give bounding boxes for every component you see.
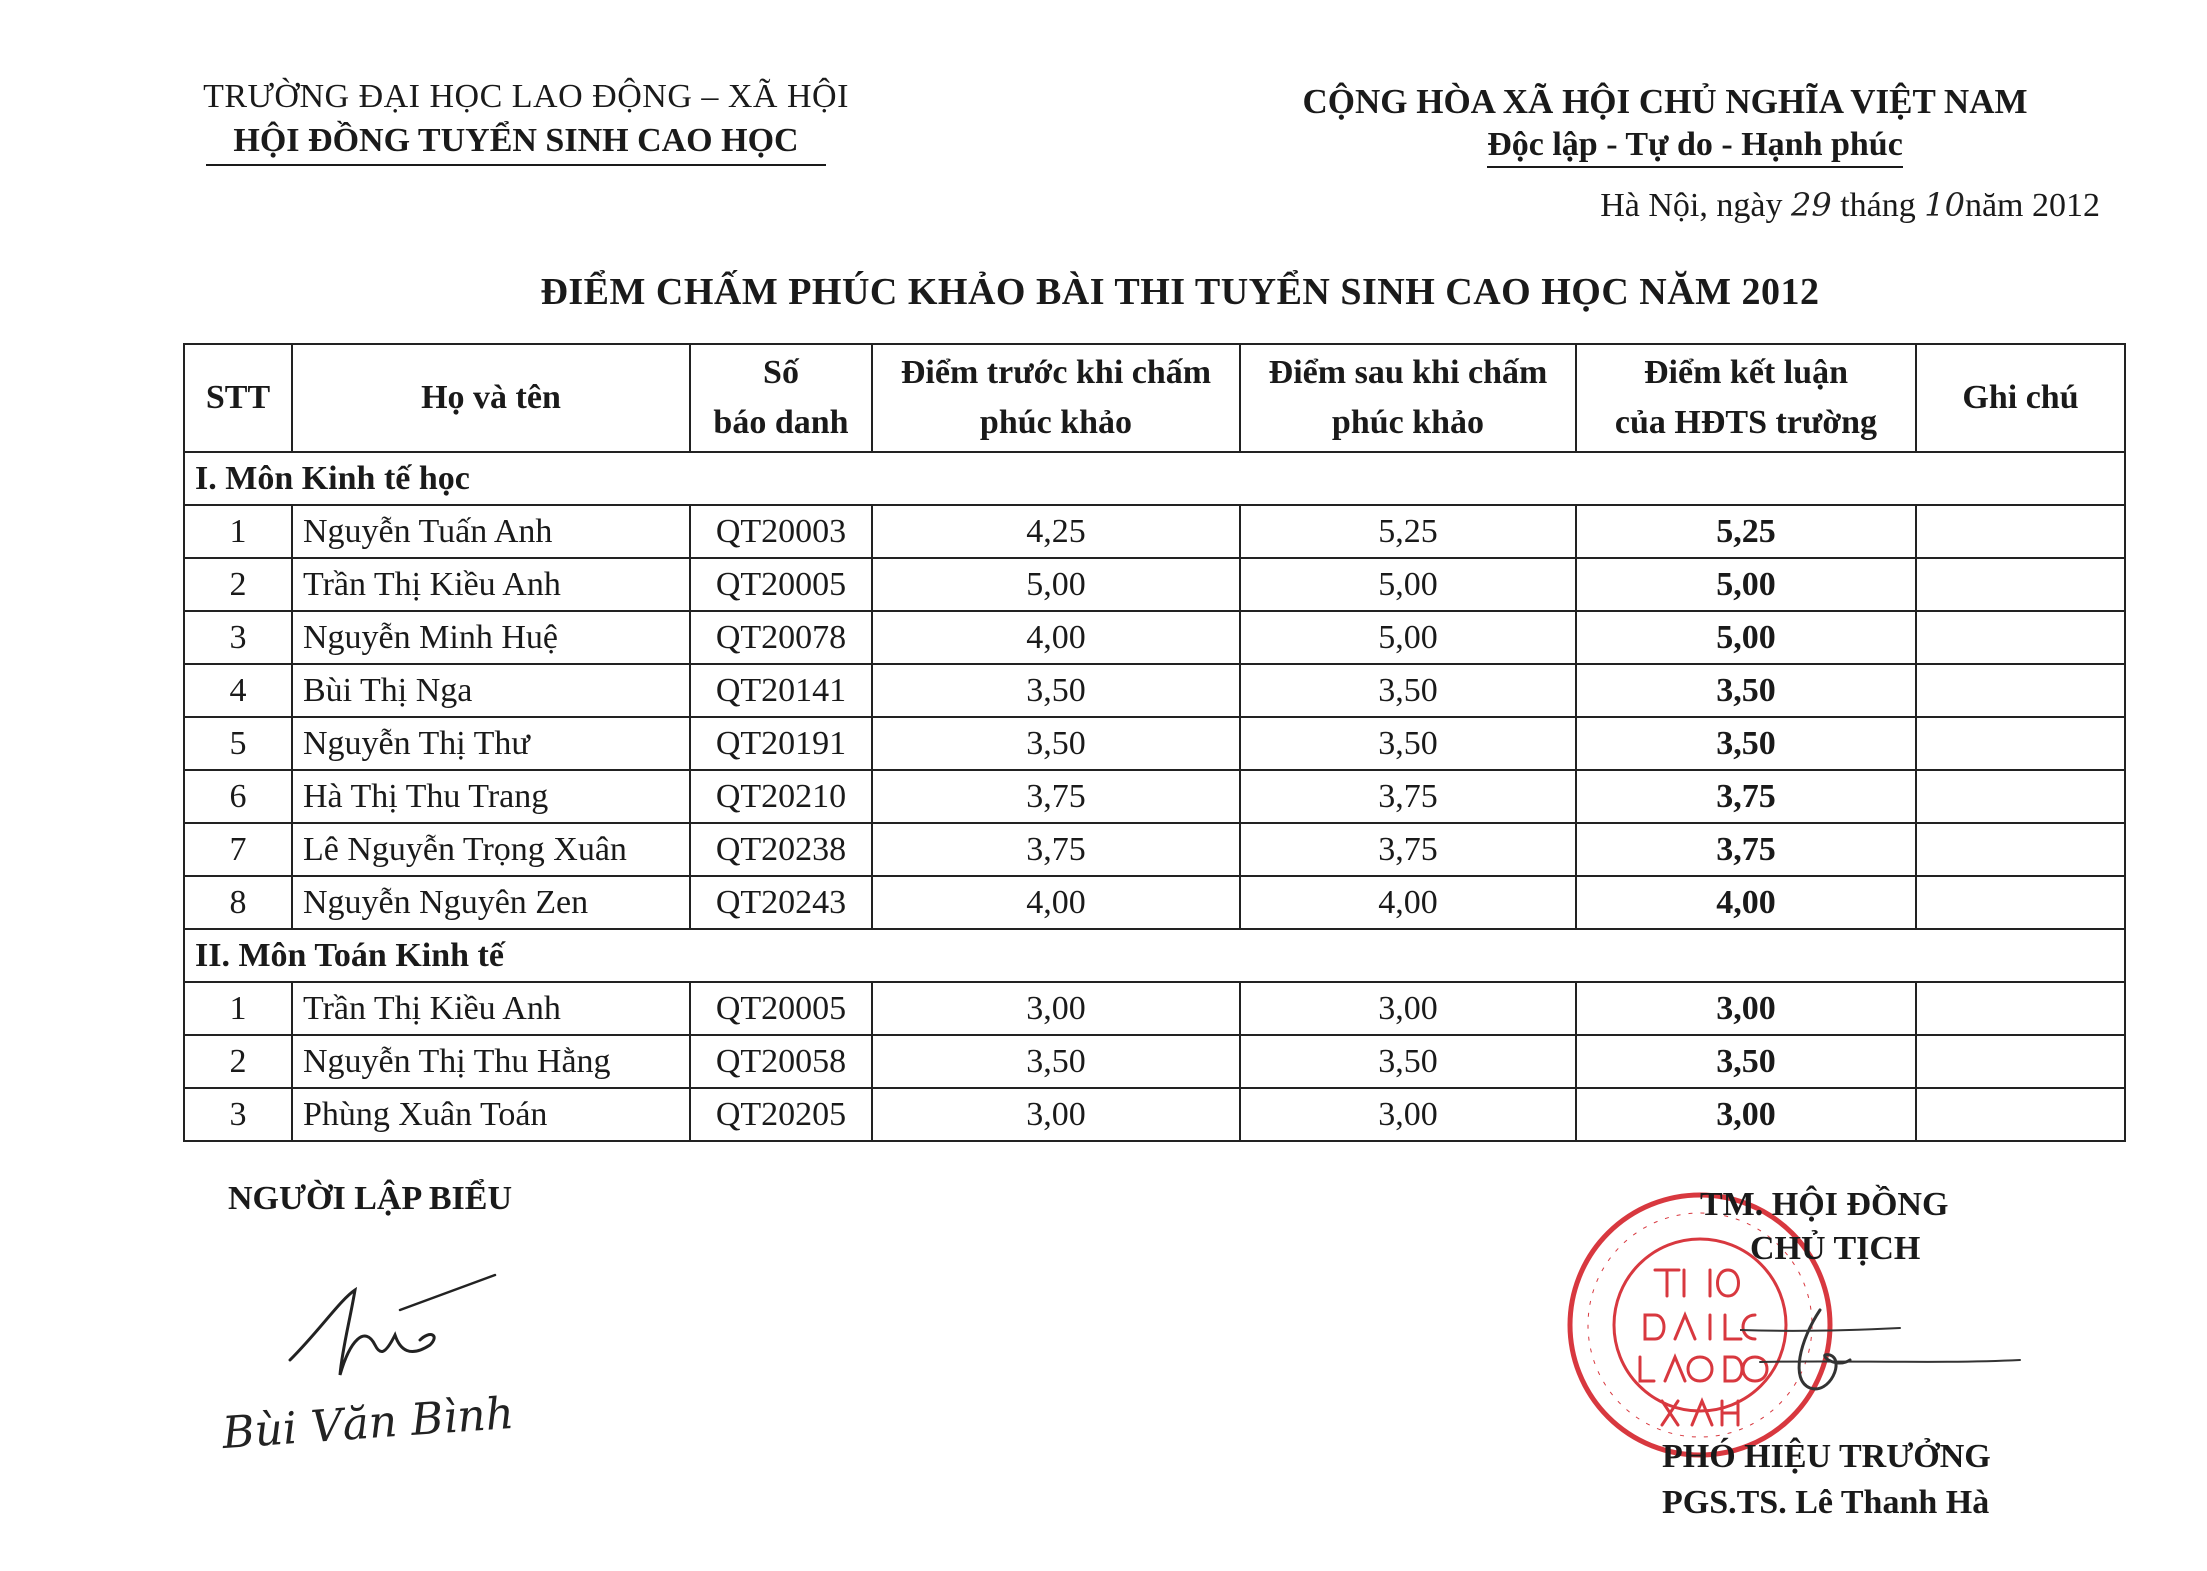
vice-rector-title: PHÓ HIỆU TRƯỞNG: [1662, 1438, 1991, 1475]
header-note: Ghi chú: [1916, 344, 2125, 452]
cell-score-before: 4,00: [872, 876, 1240, 929]
cell-id: QT20238: [690, 823, 872, 876]
national-motto-text: Độc lập - Tự do - Hạnh phúc: [1487, 126, 1903, 168]
cell-stt: 3: [184, 1088, 292, 1141]
cell-score-before: 4,00: [872, 611, 1240, 664]
table-row: [184, 770, 2125, 823]
header-before: [872, 344, 1240, 452]
cell-note: [1916, 770, 2125, 823]
cell-score-before: 4,25: [872, 505, 1240, 558]
chair-signature: [1740, 1300, 2040, 1420]
chair-label: CHỦ TỊCH: [1750, 1230, 1921, 1267]
section-title: I. Môn Kinh tế học: [184, 452, 2125, 505]
section-row: [184, 452, 2125, 505]
cell-score-before: 3,50: [872, 1035, 1240, 1088]
header-after: [1240, 344, 1576, 452]
document-title: ĐIỂM CHẤM PHÚC KHẢO BÀI THI TUYỂN SINH CAO HỌC NĂM 2012: [540, 271, 1820, 313]
cell-note: [1916, 1088, 2125, 1141]
table-row: [184, 876, 2125, 929]
cell-stt: 3: [184, 611, 292, 664]
date-prefix: Hà Nội, ngày: [1600, 187, 1791, 224]
cell-id: QT20005: [690, 982, 872, 1035]
cell-id: QT20078: [690, 611, 872, 664]
header-before-line1: Điểm trước khi chấm: [900, 354, 1212, 391]
cell-score-before: 3,50: [872, 717, 1240, 770]
cell-score-after: 3,50: [1240, 717, 1576, 770]
cell-name: Bùi Thị Nga: [292, 664, 690, 717]
cell-note: [1916, 664, 2125, 717]
date-year: năm 2012: [1964, 187, 2100, 224]
preparer-name: Bùi Văn Bình: [220, 1387, 516, 1460]
cell-stt: 1: [184, 982, 292, 1035]
cell-note: [1916, 823, 2125, 876]
university-name: TRƯỜNG ĐẠI HỌC LAO ĐỘNG – XÃ HỘI: [203, 78, 849, 115]
section-row: [184, 929, 2125, 982]
cell-score-before: 3,00: [872, 982, 1240, 1035]
cell-score-final: 3,75: [1576, 823, 1916, 876]
cell-stt: 4: [184, 664, 292, 717]
cell-note: [1916, 611, 2125, 664]
cell-score-before: 3,75: [872, 823, 1240, 876]
cell-name: Hà Thị Thu Trang: [292, 770, 690, 823]
national-motto: [1470, 126, 1920, 164]
results-table: [183, 343, 2126, 1142]
cell-stt: 2: [184, 558, 292, 611]
header-name: Họ và tên: [292, 344, 690, 452]
cell-score-after: 3,50: [1240, 664, 1576, 717]
board-label: TM. HỘI ĐỒNG: [1700, 1186, 1949, 1223]
cell-score-after: 3,50: [1240, 1035, 1576, 1088]
cell-name: Nguyễn Minh Huệ: [292, 611, 690, 664]
cell-stt: 6: [184, 770, 292, 823]
cell-note: [1916, 505, 2125, 558]
header-final-line2: của HĐTS trường: [1614, 404, 1878, 441]
cell-score-final: 3,00: [1576, 982, 1916, 1035]
header-final-line1: Điểm kết luận: [1644, 354, 1848, 391]
cell-score-after: 3,75: [1240, 823, 1576, 876]
cell-name: Phùng Xuân Toán: [292, 1088, 690, 1141]
preparer-signature: [280, 1250, 520, 1390]
cell-id: QT20003: [690, 505, 872, 558]
cell-score-final: 3,50: [1576, 664, 1916, 717]
cell-stt: 7: [184, 823, 292, 876]
header-id-line1: Số: [763, 354, 799, 391]
header-final: [1576, 344, 1916, 452]
cell-score-after: 5,00: [1240, 611, 1576, 664]
table-row: [184, 664, 2125, 717]
table-row: [184, 823, 2125, 876]
cell-stt: 1: [184, 505, 292, 558]
cell-id: QT20141: [690, 664, 872, 717]
cell-score-final: 3,50: [1576, 1035, 1916, 1088]
cell-score-final: 3,00: [1576, 1088, 1916, 1141]
table-row: [184, 1035, 2125, 1088]
cell-score-final: 3,50: [1576, 717, 1916, 770]
cell-name: Nguyễn Nguyên Zen: [292, 876, 690, 929]
header-after-line1: Điểm sau khi chấm: [1268, 354, 1548, 391]
cell-id: QT20191: [690, 717, 872, 770]
cell-score-final: 5,00: [1576, 558, 1916, 611]
cell-score-after: 3,75: [1240, 770, 1576, 823]
cell-id: QT20243: [690, 876, 872, 929]
cell-score-after: 4,00: [1240, 876, 1576, 929]
cell-stt: 2: [184, 1035, 292, 1088]
table-body: [184, 452, 2125, 1141]
cell-score-after: 3,00: [1240, 982, 1576, 1035]
cell-score-before: 3,00: [872, 1088, 1240, 1141]
cell-score-after: 5,25: [1240, 505, 1576, 558]
cell-id: QT20210: [690, 770, 872, 823]
table-row: [184, 717, 2125, 770]
header-after-line2: phúc khảo: [1331, 404, 1485, 441]
cell-score-final: 5,00: [1576, 611, 1916, 664]
table-row: [184, 1088, 2125, 1141]
vice-rector-name: PGS.TS. Lê Thanh Hà: [1662, 1484, 1990, 1521]
cell-score-before: 5,00: [872, 558, 1240, 611]
national-title: CỘNG HÒA XÃ HỘI CHỦ NGHĨA VIỆT NAM: [1302, 82, 2028, 121]
cell-id: QT20058: [690, 1035, 872, 1088]
table-header-row: [184, 344, 2125, 452]
table-row: [184, 505, 2125, 558]
cell-note: [1916, 717, 2125, 770]
table-row: [184, 558, 2125, 611]
cell-stt: 8: [184, 876, 292, 929]
header-before-line2: phúc khảo: [979, 404, 1133, 441]
header-id: [690, 344, 872, 452]
cell-name: Nguyễn Tuấn Anh: [292, 505, 690, 558]
section-title: II. Môn Toán Kinh tế: [184, 929, 2125, 982]
cell-score-final: 4,00: [1576, 876, 1916, 929]
cell-note: [1916, 558, 2125, 611]
cell-note: [1916, 982, 2125, 1035]
cell-score-before: 3,75: [872, 770, 1240, 823]
council-name: HỘI ĐỒNG TUYỂN SINH CAO HỌC: [206, 122, 826, 166]
cell-name: Trần Thị Kiều Anh: [292, 558, 690, 611]
date-month-label: tháng: [1831, 187, 1925, 224]
preparer-label: NGƯỜI LẬP BIỂU: [228, 1180, 513, 1217]
cell-name: Lê Nguyễn Trọng Xuân: [292, 823, 690, 876]
date-line: [1500, 186, 2100, 225]
table-row: [184, 611, 2125, 664]
cell-name: Nguyễn Thị Thư: [292, 717, 690, 770]
cell-name: Nguyễn Thị Thu Hằng: [292, 1035, 690, 1088]
cell-id: QT20205: [690, 1088, 872, 1141]
header-stt: STT: [184, 344, 292, 452]
cell-score-after: 5,00: [1240, 558, 1576, 611]
date-day: 29: [1790, 186, 1832, 224]
cell-name: Trần Thị Kiều Anh: [292, 982, 690, 1035]
cell-stt: 5: [184, 717, 292, 770]
table-row: [184, 982, 2125, 1035]
cell-score-after: 3,00: [1240, 1088, 1576, 1141]
date-month: 10: [1924, 186, 1965, 224]
cell-note: [1916, 876, 2125, 929]
header-id-line2: báo danh: [713, 404, 849, 441]
cell-score-final: 5,25: [1576, 505, 1916, 558]
cell-id: QT20005: [690, 558, 872, 611]
cell-score-before: 3,50: [872, 664, 1240, 717]
cell-score-final: 3,75: [1576, 770, 1916, 823]
cell-note: [1916, 1035, 2125, 1088]
